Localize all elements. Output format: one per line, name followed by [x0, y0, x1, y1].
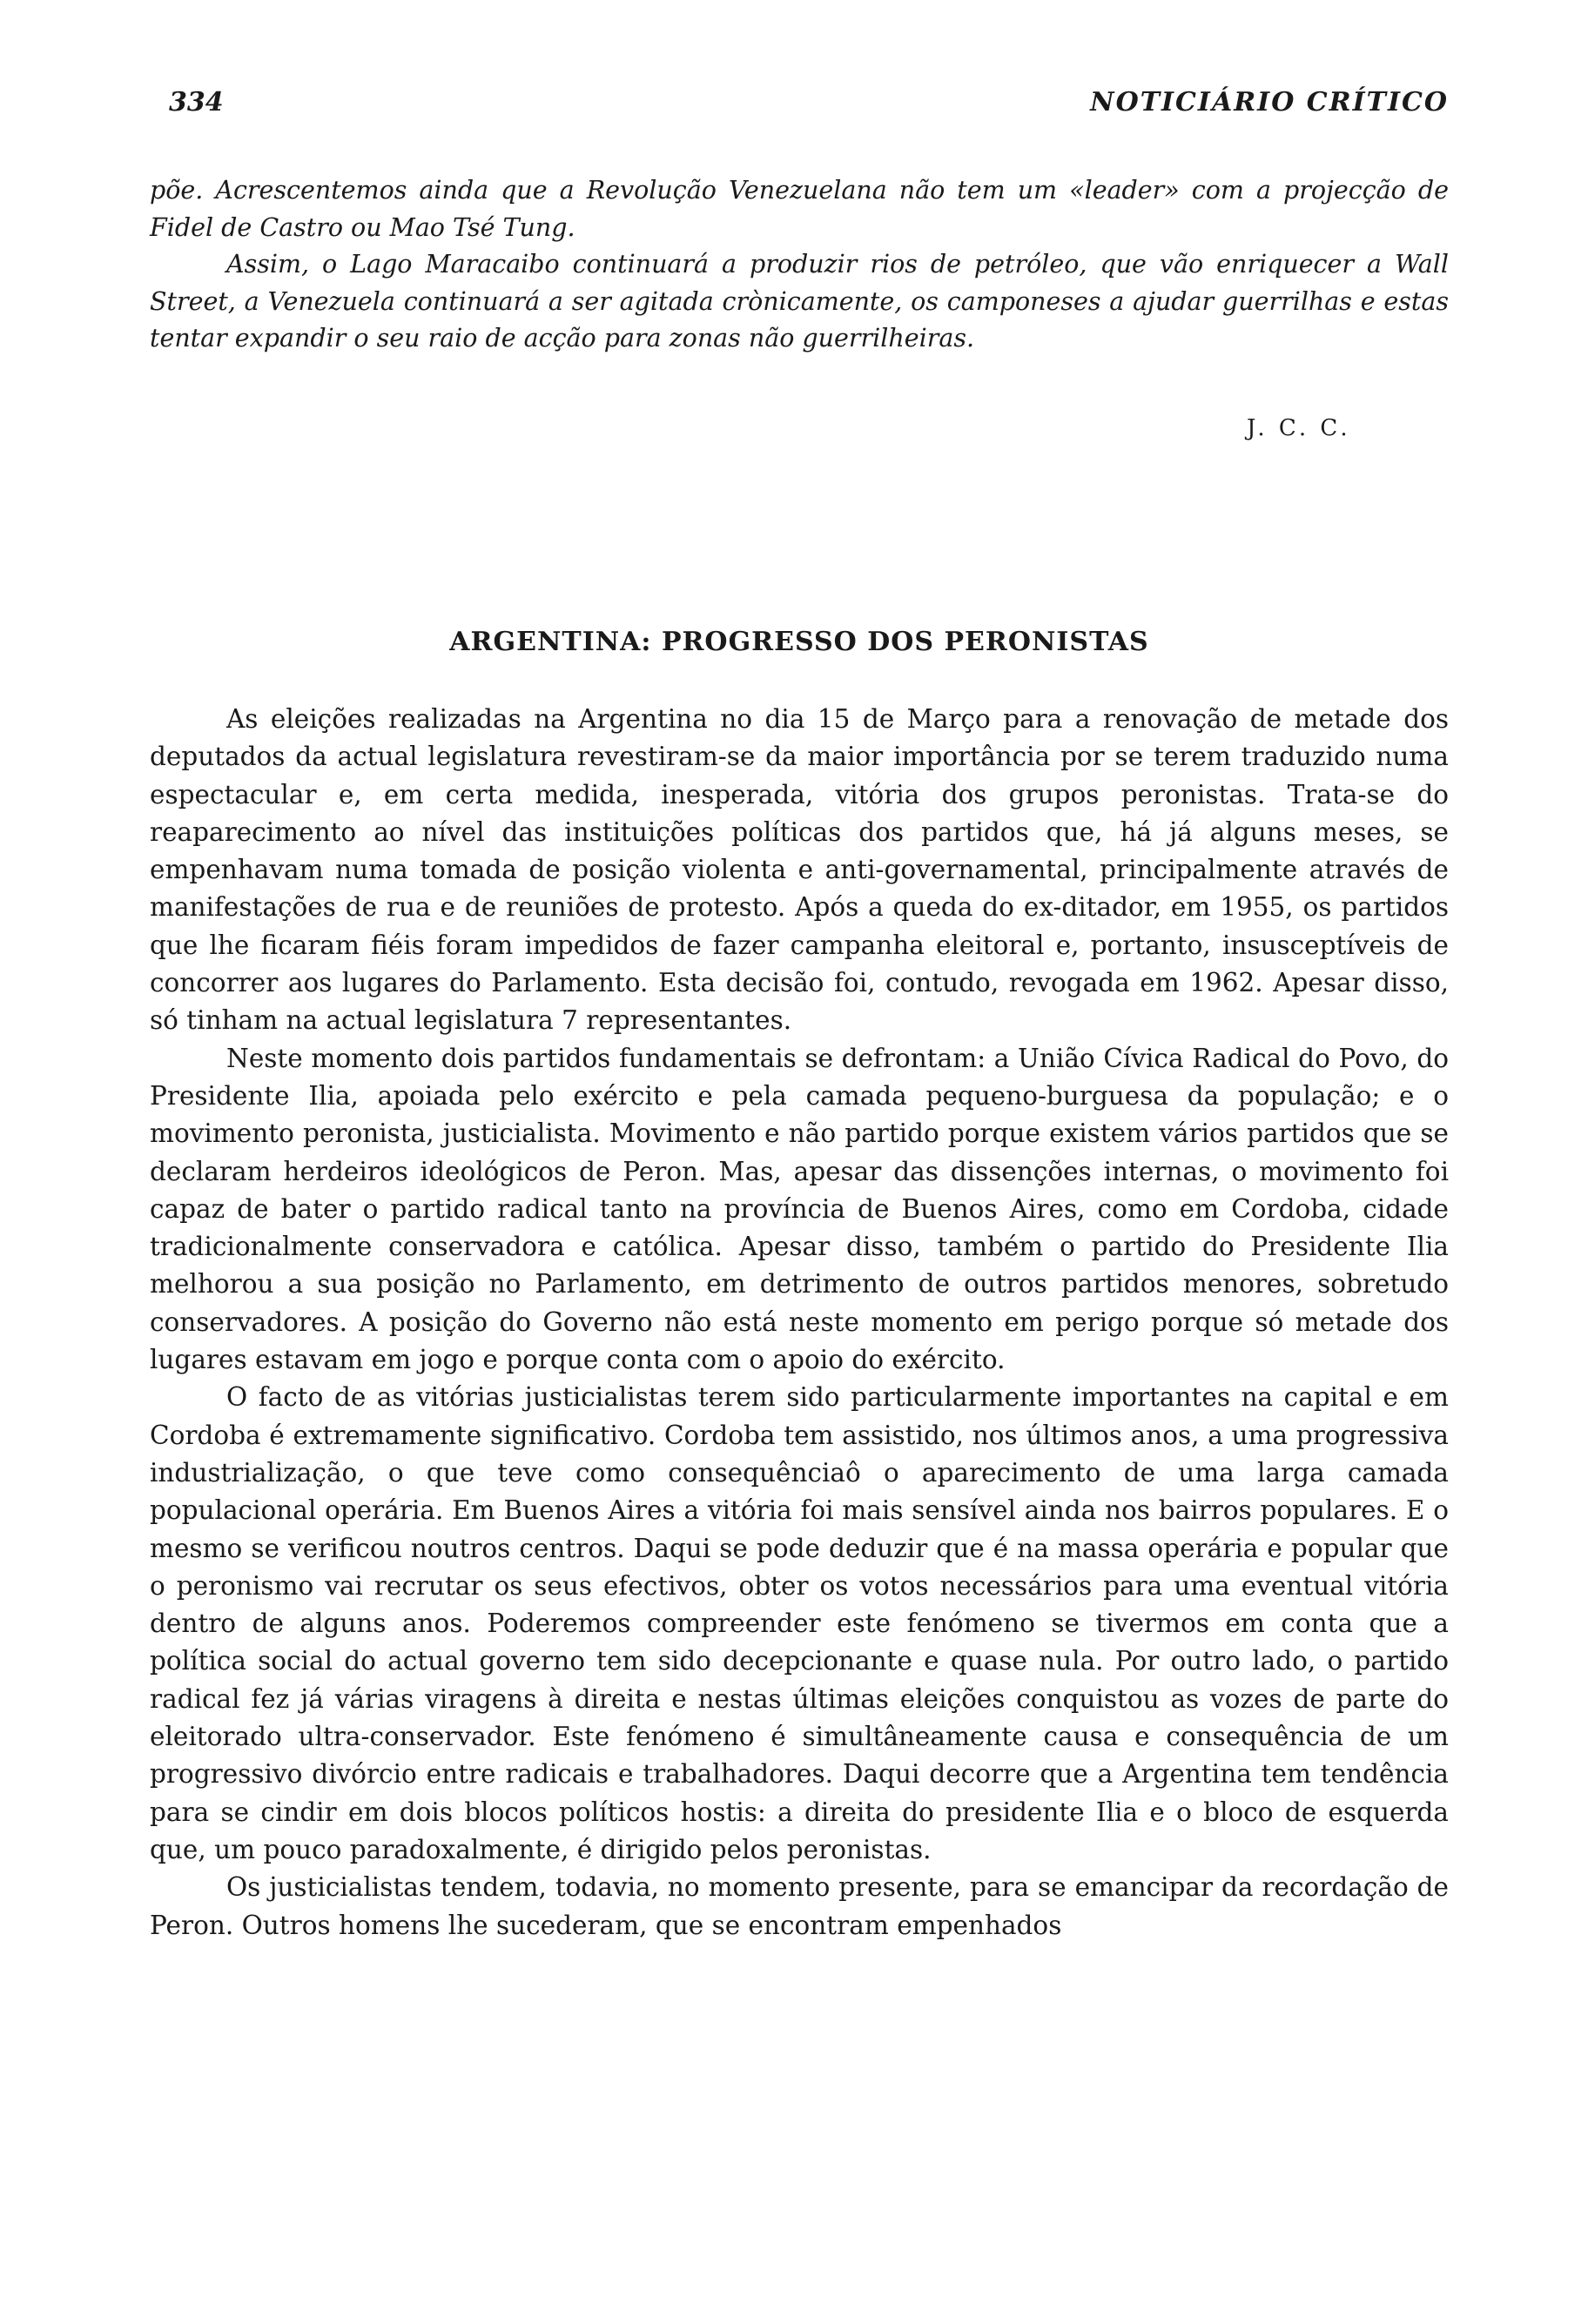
previous-article-ending: [150, 172, 1449, 358]
article-body: [150, 701, 1449, 1945]
paragraph: Os justicialistas tendem, todavia, no momento presente, para se emancipar da recordação de Peron. Outros homens lhe sucederam, que se encontram empenhados: [150, 1872, 1449, 1940]
paragraph: As eleições realizadas na Argentina no dia 15 de Março para a renovação de metade dos deputados da actual legislatura revestiram-se da maior importância por se terem traduzido numa espectacular e, em certa medida, inesperada, vitória dos grupos peronistas. Trata-se do reaparecimento ao nível das instituições políticas dos partidos que, há já alguns meses, se empenhavam numa tomada de posição violenta e anti-governamental, principalmente através de manifestações de rua e de reuniões de protesto. Após a queda do ex-ditador, em 1955, os partidos que lhe ficaram fiéis foram impedidos de fazer campanha eleitoral e, portanto, insusceptíveis de concorrer aos lugares do Parlamento. Esta decisão foi, contudo, revogada em 1962. Apesar disso, só tinham na actual legislatura 7 representantes.: [150, 704, 1449, 1036]
page-number: 334: [169, 87, 224, 118]
paragraph: Neste momento dois partidos fundamentais se defrontam: a União Cívica Radical do Povo, do Presidente Ilia, apoiada pelo exército e pela camada pequeno-burguesa da população; e o movimento peronista, justicialista. Movimento e não partido porque existem vários partidos que se declaram herdeiros ideológicos de Peron. Mas, apesar das dissenções internas, o movimento foi capaz de bater o partido radical tanto na província de Buenos Aires, como em Cordoba, cidade tradicionalmente conservadora e católica. Apesar disso, também o partido do Presidente Ilia melhorou a sua posição no Parlamento, em detrimento de outros partidos menores, sobretudo conservadores. A posição do Governo não está neste momento em perigo porque só metade dos lugares estavam em jogo e porque conta com o apoio do exército.: [150, 1043, 1449, 1375]
article-title: ARGENTINA: PROGRESSO DOS PERONISTAS: [449, 627, 1149, 657]
paragraph: põe. Acrescentemos ainda que a Revolução Venezuelana não tem um «leader» com a projecção de Fidel de Castro ou Mao Tsé Tung.: [150, 176, 1449, 242]
journal-title: NOTICIÁRIO CRÍTICO: [1090, 87, 1449, 118]
paragraph: O facto de as vitórias justicialistas terem sido particularmente importantes na capital e em Cordoba é extremamente significativo. Cordoba tem assistido, nos últimos anos, a uma progressiva industrialização, o que teve como consequênciaô o aparecimento de uma larga camada populacional operária. Em Buenos Aires a vitória foi mais sensível ainda nos bairros populares. E o mesmo se verificou noutros centros. Daqui se pode deduzir que é na massa operária e popular que o peronismo vai recrutar os seus efectivos, obter os votos necessários para uma eventual vitória dentro de alguns anos. Poderemos compreender este fenómeno se tivermos em conta que a política social do actual governo tem sido decepcionante e quase nula. Por outro lado, o partido radical fez já várias viragens à direita e nestas últimas eleições conquistou as vozes de parte do eleitorado ultra-conservador. Este fenómeno é simultâneamente causa e consequência de um progressivo divórcio entre radicais e trabalhadores. Daqui decorre que a Argentina tem tendência para se cindir em dois blocos políticos hostis: a direita do presidente Ilia e o bloco de esquerda que, um pouco paradoxalmente, é dirigido pelos peronistas.: [150, 1382, 1449, 1864]
paragraph: Assim, o Lago Maracaibo continuará a produzir rios de petróleo, que vão enriquecer a Wall Street, a Venezuela continuará a ser agitada crònicamente, os camponeses a ajudar guerrilhas e estas tentar expandir o seu raio de acção para zonas não guerrilheiras.: [150, 250, 1449, 353]
running-header: [150, 87, 1449, 131]
author-signature: J. C. C.: [1247, 415, 1351, 441]
